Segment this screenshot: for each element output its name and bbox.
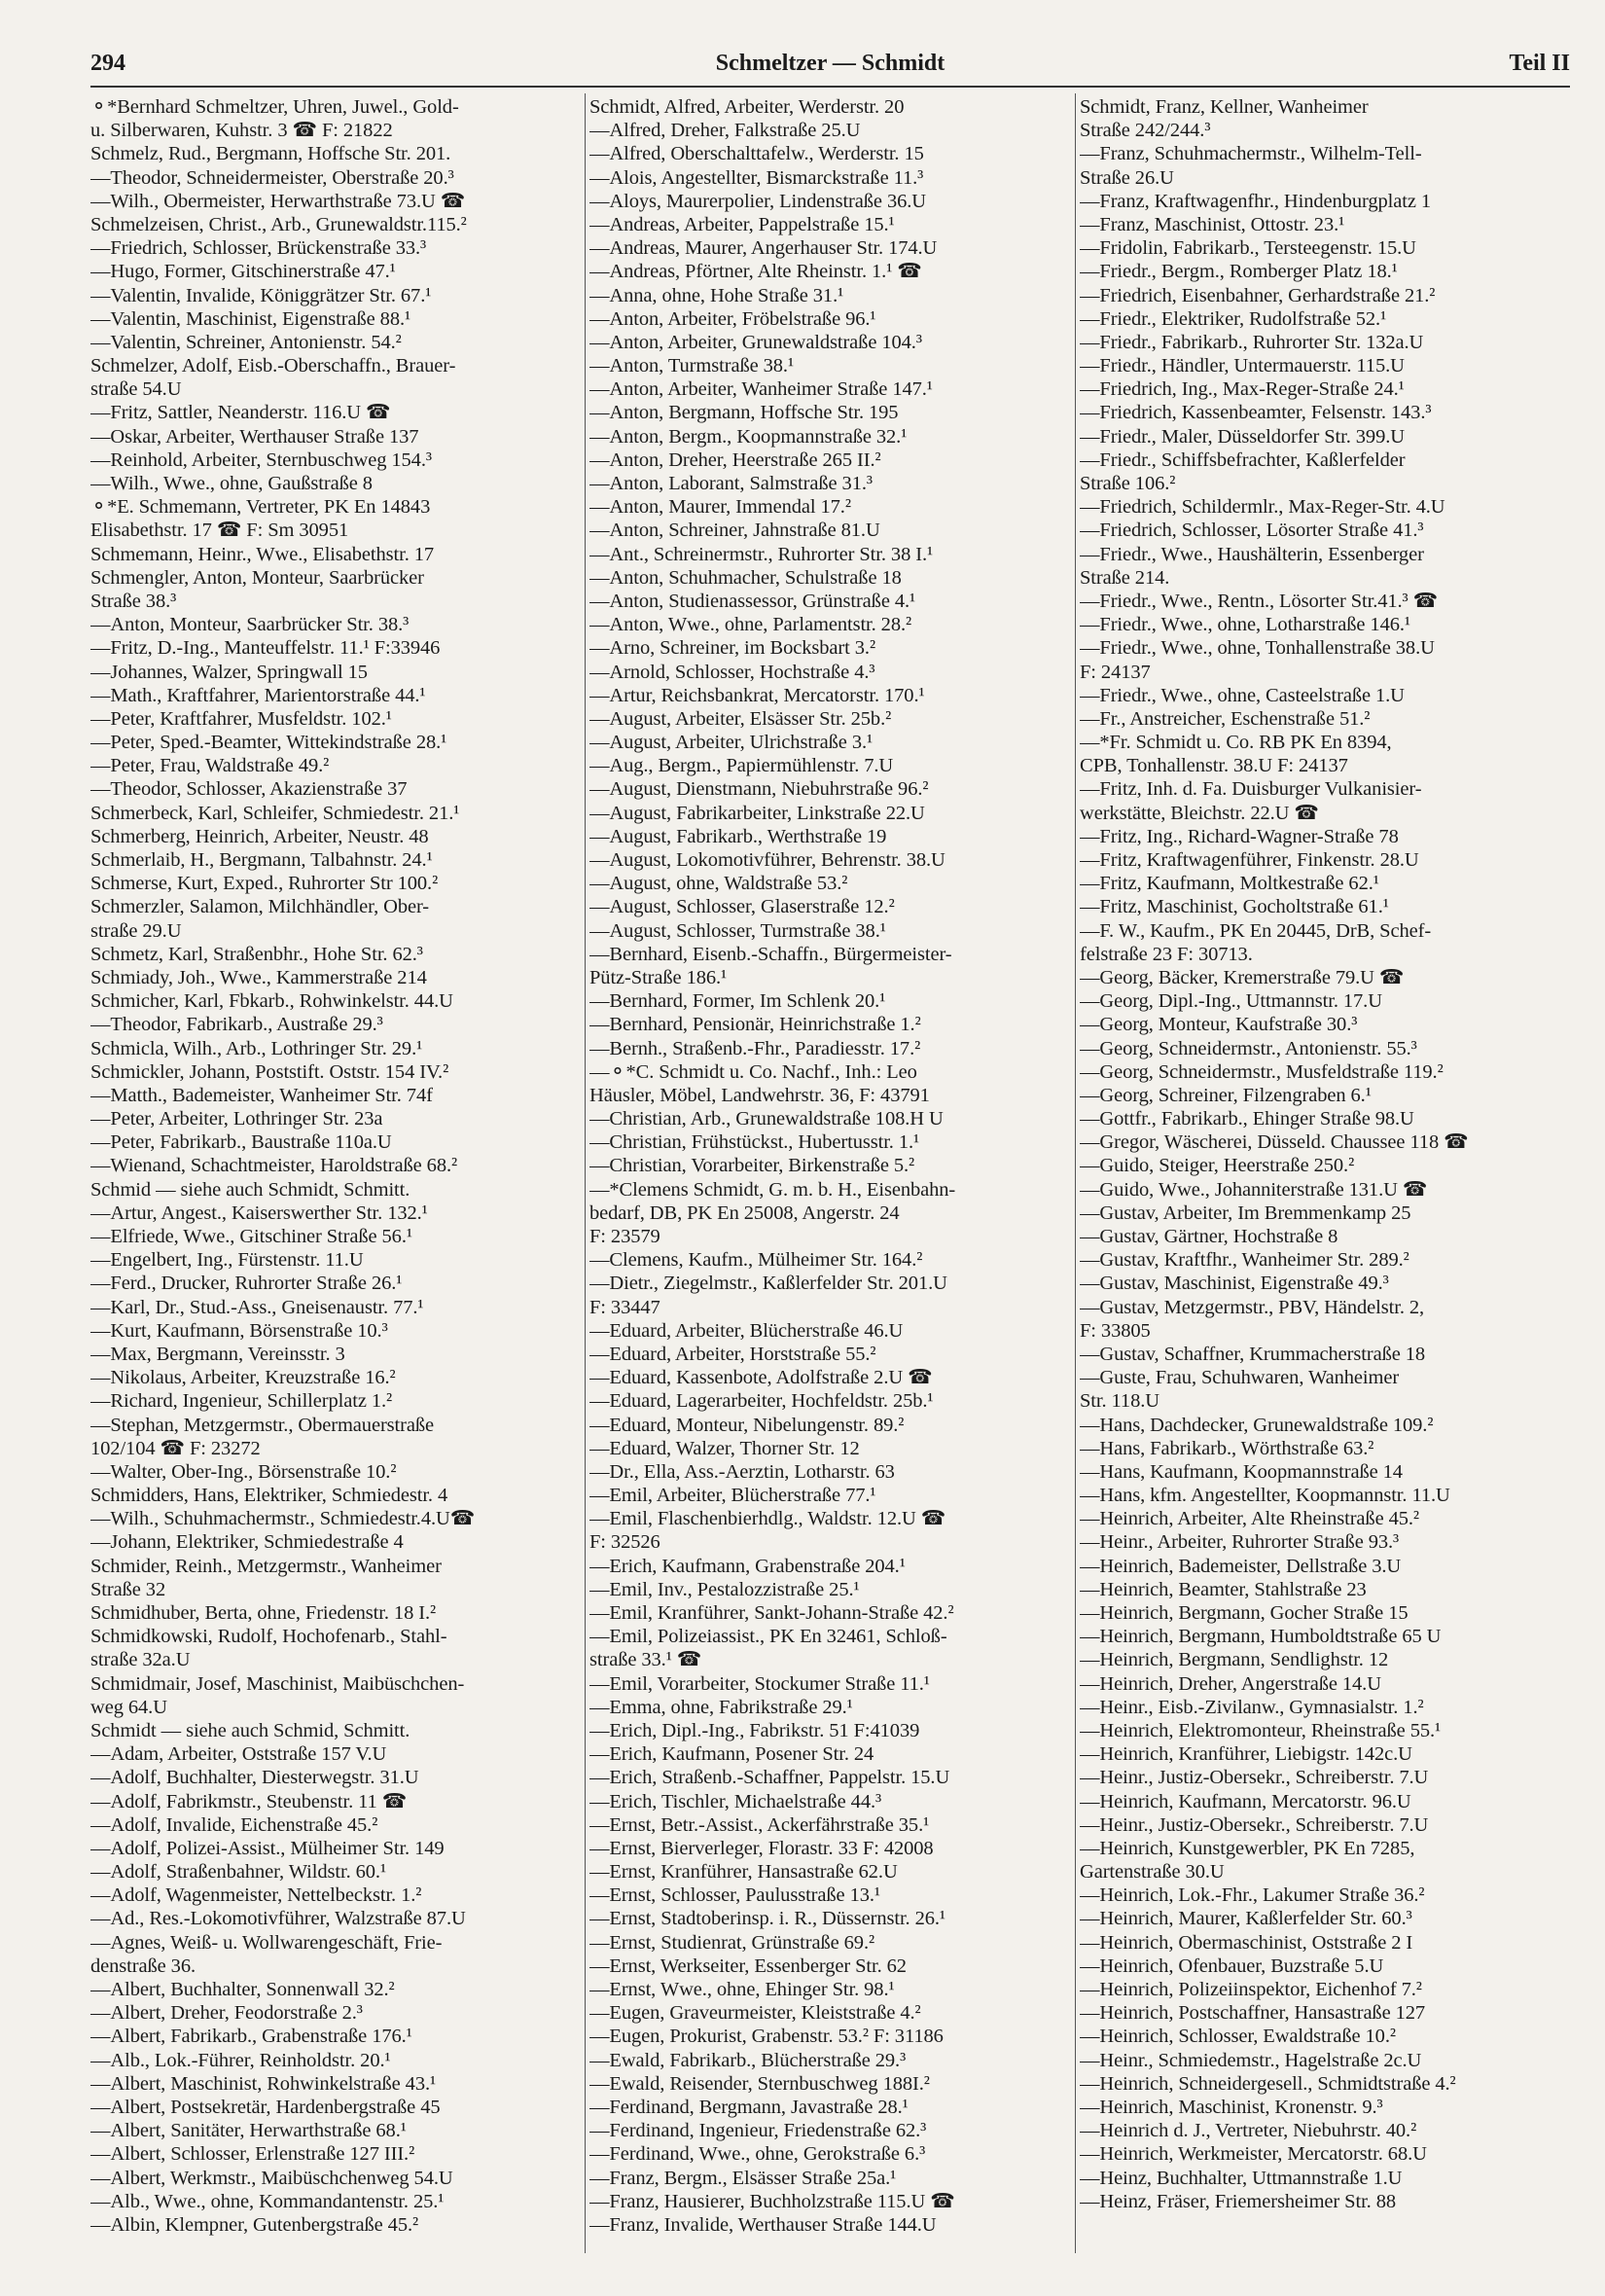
directory-entry-line: Straße 106.² bbox=[1080, 473, 1176, 494]
directory-entry-line: Schmerzler, Salamon, Milchhändler, Ober- bbox=[90, 896, 430, 918]
directory-entry-line: Straße 242/244.³ bbox=[1080, 120, 1211, 142]
directory-entry-line: F: 23579 bbox=[589, 1226, 660, 1247]
directory-entry-line: bedarf, DB, PK En 25008, Angerstr. 24 bbox=[589, 1202, 900, 1224]
directory-entry-line: —Eduard, Arbeiter, Horststraße 55.² bbox=[589, 1343, 876, 1365]
directory-entry-line: —Eduard, Arbeiter, Blücherstraße 46.U bbox=[589, 1319, 904, 1342]
directory-entry-line: —Max, Bergmann, Vereinsstr. 3 bbox=[90, 1343, 345, 1365]
directory-entry-line: Schmidt, Franz, Kellner, Wanheimer bbox=[1080, 96, 1369, 118]
directory-entry-line: CPB, Tonhallenstr. 38.U F: 24137 bbox=[1080, 755, 1348, 777]
directory-entry-line: —Heinrich, Schneidergesell., Schmidtstraße 4.² bbox=[1080, 2072, 1456, 2095]
directory-entry-line: —Heinrich, Werkmeister, Mercatorstr. 68.U bbox=[1080, 2143, 1427, 2166]
directory-entry-line: —Ewald, Fabrikarb., Blücherstraße 29.³ bbox=[589, 2049, 907, 2071]
directory-column-1 bbox=[90, 95, 582, 2237]
directory-entry-line: —August, Arbeiter, Ulrichstraße 3.¹ bbox=[589, 732, 874, 754]
directory-entry-line: —Emil, Flaschenbierhdlg., Waldstr. 12.U ☎ bbox=[589, 1508, 946, 1530]
directory-entry-line: Straße 214. bbox=[1080, 566, 1170, 589]
directory-entry-line: —Eduard, Walzer, Thorner Str. 12 bbox=[589, 1437, 860, 1459]
directory-entry-line: —Franz, Schuhmachermstr., Wilhelm-Tell- bbox=[1080, 143, 1422, 165]
directory-entry-line: Häusler, Möbel, Landwehrstr. 36, F: 43791 bbox=[589, 1084, 930, 1106]
directory-entry-line: —Peter, Frau, Waldstraße 49.² bbox=[90, 755, 330, 777]
directory-entry-line: Schmelzeisen, Christ., Arb., Grunewaldstr.115.² bbox=[90, 213, 467, 235]
page-number: 294 bbox=[90, 51, 125, 76]
directory-entry-line: —Peter, Sped.-Beamter, Wittekindstraße 28.¹ bbox=[90, 732, 447, 754]
directory-entry-line: —Friedrich, Ing., Max-Reger-Straße 24.¹ bbox=[1080, 378, 1405, 401]
directory-entry-line: —Friedr., Wwe., ohne, Tonhallenstraße 38.U bbox=[1080, 637, 1435, 660]
directory-entry-line: F: 33805 bbox=[1080, 1319, 1151, 1342]
directory-entry-line: —Heinrich, Beamter, Stahlstraße 23 bbox=[1080, 1578, 1367, 1600]
directory-entry-line: —Anton, Monteur, Saarbrücker Str. 38.³ bbox=[90, 614, 410, 636]
directory-entry-line: —Albert, Buchhalter, Sonnenwall 32.² bbox=[90, 1979, 395, 2000]
directory-entry-line: —Heinrich, Schlosser, Ewaldstraße 10.² bbox=[1080, 2026, 1396, 2048]
directory-entry-line: —Theodor, Schneidermeister, Oberstraße 20.³ bbox=[90, 166, 454, 189]
directory-entry-line: —Friedr., Fabrikarb., Ruhrorter Str. 132a.U bbox=[1080, 331, 1424, 353]
directory-entry-line: Schmiady, Joh., Wwe., Kammerstraße 214 bbox=[90, 966, 427, 988]
directory-entry-line: —Friedrich, Kassenbeamter, Felsenstr. 143.³ bbox=[1080, 402, 1432, 424]
directory-entry-line: —Kurt, Kaufmann, Börsenstraße 10.³ bbox=[90, 1319, 388, 1342]
page-header bbox=[90, 51, 1570, 84]
directory-entry-line: —Friedr., Wwe., ohne, Casteelstraße 1.U bbox=[1080, 684, 1405, 706]
directory-entry-line: werkstätte, Bleichstr. 22.U ☎ bbox=[1080, 802, 1319, 824]
header-rule bbox=[90, 86, 1570, 88]
directory-entry-line: —Ad., Res.-Lokomotivführer, Walzstraße 87.U bbox=[90, 1908, 466, 1930]
directory-entry-line: —Wilh., Wwe., ohne, Gaußstraße 8 bbox=[90, 473, 373, 494]
directory-entry-line: —Clemens, Kaufm., Mülheimer Str. 164.² bbox=[589, 1249, 923, 1272]
directory-entry-line: —Eduard, Kassenbote, Adolfstraße 2.U ☎ bbox=[589, 1367, 933, 1389]
directory-entry-line: —Karl, Dr., Stud.-Ass., Gneisenaustr. 77.¹ bbox=[90, 1296, 424, 1318]
directory-entry-line: —Ernst, Kranführer, Hansastraße 62.U bbox=[589, 1861, 898, 1883]
directory-entry-line: —Emil, Vorarbeiter, Stockumer Straße 11.¹ bbox=[589, 1672, 930, 1695]
directory-entry-line: —Franz, Kraftwagenfhr., Hindenburgplatz 1 bbox=[1080, 190, 1431, 212]
directory-entry-line: —Ernst, Werkseiter, Essenberger Str. 62 bbox=[589, 1955, 907, 1977]
directory-entry-line: —Franz, Bergm., Elsässer Straße 25a.¹ bbox=[589, 2167, 897, 2189]
directory-entry-line: —Georg, Monteur, Kaufstraße 30.³ bbox=[1080, 1014, 1358, 1036]
directory-entry-line: —Albert, Werkmstr., Maibüschchenweg 54.U bbox=[90, 2167, 453, 2189]
directory-entry-line: —Friedrich, Eisenbahner, Gerhardstraße 21.² bbox=[1080, 284, 1436, 306]
directory-entry-line: F: 24137 bbox=[1080, 661, 1151, 683]
directory-entry-line: —Dr., Ella, Ass.-Aerztin, Lotharstr. 63 bbox=[589, 1460, 895, 1483]
directory-entry-line: —Walter, Ober-Ing., Börsenstraße 10.² bbox=[90, 1460, 397, 1483]
directory-entry-line: —Heinrich, Maschinist, Kronenstr. 9.³ bbox=[1080, 2096, 1383, 2118]
directory-entry-line: —Oskar, Arbeiter, Werthauser Straße 137 bbox=[90, 425, 419, 448]
directory-entry-line: —Friedr., Wwe., ohne, Lotharstraße 146.¹ bbox=[1080, 614, 1410, 636]
directory-entry-line: —Andreas, Pförtner, Alte Rheinstr. 1.¹ ☎ bbox=[589, 261, 922, 283]
directory-entry-line: —Erich, Straßenb.-Schaffner, Pappelstr. 15.U bbox=[589, 1767, 950, 1789]
directory-entry-line: —Wilh., Obermeister, Herwarthstraße 73.U ☎ bbox=[90, 190, 466, 212]
directory-entry-line: —Ferdinand, Bergmann, Javastraße 28.¹ bbox=[589, 2096, 909, 2118]
directory-entry-line: —Anton, Bergm., Koopmannstraße 32.¹ bbox=[589, 425, 908, 448]
part-label: Teil II bbox=[1509, 51, 1570, 76]
directory-entry-line: —Albert, Postsekretär, Hardenbergstraße 45 bbox=[90, 2096, 441, 2118]
directory-entry-line: straße 32a.U bbox=[90, 1649, 191, 1671]
directory-entry-line: —Nikolaus, Arbeiter, Kreuzstraße 16.² bbox=[90, 1367, 396, 1389]
directory-entry-line: —Hans, Kaufmann, Koopmannstraße 14 bbox=[1080, 1460, 1403, 1483]
directory-entry-line: —Gustav, Kraftfhr., Wanheimer Str. 289.² bbox=[1080, 1249, 1409, 1272]
directory-entry-line: Schmidders, Hans, Elektriker, Schmiedestr. 4 bbox=[90, 1485, 448, 1507]
directory-entry-line: —Gottfr., Fabrikarb., Ehinger Straße 98.U bbox=[1080, 1108, 1414, 1130]
directory-entry-line: Straße 38.³ bbox=[90, 590, 177, 612]
directory-entry-line: —Andreas, Arbeiter, Pappelstraße 15.¹ bbox=[589, 213, 895, 235]
directory-entry-line: —Albert, Sanitäter, Herwarthstraße 68.¹ bbox=[90, 2120, 407, 2142]
directory-entry-line: Schmider, Reinh., Metzgermstr., Wanheimer bbox=[90, 1555, 442, 1577]
directory-entry-line: —Heinz, Buchhalter, Uttmannstraße 1.U bbox=[1080, 2167, 1403, 2189]
directory-entry-line: —Elfriede, Wwe., Gitschiner Straße 56.¹ bbox=[90, 1226, 412, 1247]
directory-entry-line: —Ernst, Bierverleger, Florastr. 33 F: 42008 bbox=[589, 1837, 934, 1859]
directory-entry-line: —Anton, Turmstraße 38.¹ bbox=[589, 355, 794, 377]
directory-entry-line: —August, Schlosser, Turmstraße 38.¹ bbox=[589, 919, 886, 942]
directory-entry-line: —Heinrich, Postschaffner, Hansastraße 127 bbox=[1080, 2002, 1426, 2025]
directory-entry-line: —Adolf, Straßenbahner, Wildstr. 60.¹ bbox=[90, 1861, 386, 1883]
directory-entry-line: —Adolf, Polizei-Assist., Mülheimer Str. 149 bbox=[90, 1837, 445, 1859]
directory-entry-line: —Hugo, Former, Gitschinerstraße 47.¹ bbox=[90, 261, 396, 283]
directory-entry-line: F: 32526 bbox=[589, 1531, 660, 1554]
directory-entry-line: —Heinrich, Ofenbauer, Buzstraße 5.U bbox=[1080, 1955, 1384, 1977]
directory-entry-line: —Engelbert, Ing., Fürstenstr. 11.U bbox=[90, 1249, 364, 1272]
directory-entry-line: —Heinrich, Kunstgewerbler, PK En 7285, bbox=[1080, 1837, 1415, 1859]
directory-entry-line: —Adolf, Wagenmeister, Nettelbeckstr. 1.² bbox=[90, 1884, 422, 1907]
directory-entry-line: —Ferdinand, Ingenieur, Friedenstraße 62.³ bbox=[589, 2120, 927, 2142]
directory-entry-line: Pütz-Straße 186.¹ bbox=[589, 966, 728, 988]
directory-entry-line: —Wilh., Schuhmachermstr., Schmiedestr.4.U☎ bbox=[90, 1508, 476, 1530]
directory-entry-line: —Aloys, Maurerpolier, Lindenstraße 36.U bbox=[589, 190, 926, 212]
directory-entry-line: —Anton, Bergmann, Hoffsche Str. 195 bbox=[589, 402, 899, 424]
directory-entry-line: —Franz, Maschinist, Ottostr. 23.¹ bbox=[1080, 213, 1345, 235]
directory-entry-line: —Heinrich, Dreher, Angerstraße 14.U bbox=[1080, 1672, 1381, 1695]
directory-entry-line: —Albin, Klempner, Gutenbergstraße 45.² bbox=[90, 2213, 419, 2236]
directory-entry-line: —Adolf, Buchhalter, Diesterwegstr. 31.U bbox=[90, 1767, 419, 1789]
directory-entry-line: —Georg, Dipl.-Ing., Uttmannstr. 17.U bbox=[1080, 990, 1382, 1013]
directory-entry-line: —Friedrich, Schildermlr., Max-Reger-Str. 4.U bbox=[1080, 496, 1445, 519]
directory-entry-line: felstraße 23 F: 30713. bbox=[1080, 943, 1253, 965]
directory-entry-line: —Alb., Wwe., ohne, Kommandantenstr. 25.¹ bbox=[90, 2190, 445, 2212]
directory-entry-line: —Anton, Dreher, Heerstraße 265 II.² bbox=[589, 448, 881, 471]
directory-entry-line: —Albert, Fabrikarb., Grabenstraße 176.¹ bbox=[90, 2026, 412, 2048]
directory-entry-line: —Bernhard, Eisenb.-Schaffn., Bürgermeister- bbox=[589, 943, 952, 965]
directory-entry-line: —Christian, Vorarbeiter, Birkenstraße 5.² bbox=[589, 1155, 915, 1177]
directory-entry-line: —August, Fabrikarb., Werthstraße 19 bbox=[589, 825, 887, 847]
directory-entry-line: —Alfred, Dreher, Falkstraße 25.U bbox=[589, 120, 861, 142]
directory-entry-line: —Andreas, Maurer, Angerhauser Str. 174.U bbox=[589, 237, 938, 260]
directory-entry-line: —Heinrich, Lok.-Fhr., Lakumer Straße 36.² bbox=[1080, 1884, 1425, 1907]
directory-entry-line: —Heinr., Eisb.-Zivilanw., Gymnasialstr. 1.² bbox=[1080, 1696, 1424, 1718]
directory-entry-line: —Gustav, Maschinist, Eigenstraße 49.³ bbox=[1080, 1273, 1389, 1295]
directory-entry-line: —Dietr., Ziegelmstr., Kaßlerfelder Str. 201.U bbox=[589, 1273, 947, 1295]
directory-entry-line: —Franz, Hausierer, Buchholzstraße 115.U ☎ bbox=[589, 2190, 955, 2212]
directory-entry-line: Schmetz, Karl, Straßenbhr., Hohe Str. 62.³ bbox=[90, 943, 423, 965]
directory-entry-line: Schmemann, Heinr., Wwe., Elisabethstr. 17 bbox=[90, 543, 435, 565]
column-divider bbox=[585, 93, 586, 2253]
directory-entry-line: —Eugen, Prokurist, Grabenstr. 53.² F: 31186 bbox=[589, 2026, 944, 2048]
directory-entry-line: —Alois, Angestellter, Bismarckstraße 11.³ bbox=[589, 166, 924, 189]
directory-entry-line: —Friedr., Wwe., Rentn., Lösorter Str.41.³ ☎ bbox=[1080, 590, 1439, 612]
directory-entry-line: —Matth., Bademeister, Wanheimer Str. 74f bbox=[90, 1084, 433, 1106]
directory-entry-line: —Albert, Dreher, Feodorstraße 2.³ bbox=[90, 2002, 363, 2025]
directory-entry-line: —Math., Kraftfahrer, Marientorstraße 44.¹ bbox=[90, 684, 426, 706]
directory-column-3 bbox=[1080, 95, 1571, 2213]
directory-entry-line: —Hans, kfm. Angestellter, Koopmannstr. 11.U bbox=[1080, 1485, 1450, 1507]
directory-entry-line: —Fr., Anstreicher, Eschenstraße 51.² bbox=[1080, 707, 1371, 730]
directory-entry-line: —Ernst, Wwe., ohne, Ehinger Str. 98.¹ bbox=[589, 1979, 895, 2000]
directory-entry-line: —Albert, Maschinist, Rohwinkelstraße 43.¹ bbox=[90, 2072, 437, 2095]
directory-entry-line: —Gregor, Wäscherei, Düsseld. Chaussee 118 ☎ bbox=[1080, 1131, 1469, 1154]
directory-entry-line: —*Clemens Schmidt, G. m. b. H., Eisenbahn- bbox=[589, 1178, 956, 1201]
directory-entry-line: Elisabethstr. 17 ☎ F: Sm 30951 bbox=[90, 520, 349, 542]
directory-entry-line: straße 29.U bbox=[90, 919, 182, 942]
directory-entry-line: —Georg, Schreiner, Filzengraben 6.¹ bbox=[1080, 1084, 1372, 1106]
directory-entry-line: Schmidmair, Josef, Maschinist, Maibüschchen- bbox=[90, 1672, 465, 1695]
directory-entry-line: —Friedr., Wwe., Haushälterin, Essenberger bbox=[1080, 543, 1424, 565]
directory-entry-line: —Hans, Fabrikarb., Wörthstraße 63.² bbox=[1080, 1437, 1374, 1459]
directory-entry-line: Schmid — siehe auch Schmidt, Schmitt. bbox=[90, 1178, 410, 1201]
directory-entry-line: u. Silberwaren, Kuhstr. 3 ☎ F: 21822 bbox=[90, 120, 393, 142]
directory-entry-line: —Fridolin, Fabrikarb., Tersteegenstr. 15.U bbox=[1080, 237, 1416, 260]
directory-entry-line: —Heinrich, Bergmann, Humboldtstraße 65 U bbox=[1080, 1626, 1442, 1648]
directory-entry-line: —Bernh., Straßenb.-Fhr., Paradiesstr. 17.² bbox=[589, 1037, 921, 1059]
directory-entry-line: —Ernst, Schlosser, Paulusstraße 13.¹ bbox=[589, 1884, 880, 1907]
directory-entry-line: —Georg, Schneidermstr., Antonienstr. 55.³ bbox=[1080, 1037, 1417, 1059]
directory-entry-line: —Anton, Studienassessor, Grünstraße 4.¹ bbox=[589, 590, 916, 612]
directory-entry-line: —Heinr., Justiz-Obersekr., Schreiberstr. 7.U bbox=[1080, 1813, 1429, 1836]
directory-entry-line: Schmerlaib, H., Bergmann, Talbahnstr. 24.¹ bbox=[90, 849, 433, 871]
directory-entry-line: —Gustav, Metzgermstr., PBV, Händelstr. 2, bbox=[1080, 1296, 1425, 1318]
directory-entry-line: —Friedrich, Schlosser, Lösorter Straße 41.³ bbox=[1080, 520, 1424, 542]
directory-entry-line: —Adolf, Fabrikmstr., Steubenstr. 11 ☎ bbox=[90, 1790, 408, 1812]
directory-entry-line: —Ewald, Reisender, Sternbuschweg 188I.² bbox=[589, 2072, 930, 2095]
directory-entry-line: —Heinrich d. J., Vertreter, Niebuhrstr. 40.² bbox=[1080, 2120, 1417, 2142]
directory-entry-line: —Anna, ohne, Hohe Straße 31.¹ bbox=[589, 284, 844, 306]
directory-entry-line: Schmelz, Rud., Bergmann, Hoffsche Str. 201. bbox=[90, 143, 451, 165]
directory-entry-line: —Eduard, Monteur, Nibelungenstr. 89.² bbox=[589, 1414, 905, 1436]
directory-entry-line: —Heinrich, Kranführer, Liebigstr. 142c.U bbox=[1080, 1743, 1412, 1766]
directory-entry-line: ⚬*E. Schmemann, Vertreter, PK En 14843 bbox=[90, 496, 431, 519]
directory-entry-line: straße 33.¹ ☎ bbox=[589, 1649, 702, 1671]
directory-entry-line: denstraße 36. bbox=[90, 1955, 196, 1977]
directory-entry-line: —August, Lokomotivführer, Behrenstr. 38.U bbox=[589, 849, 945, 871]
directory-entry-line: —Friedrich, Schlosser, Brückenstraße 33.³ bbox=[90, 237, 427, 260]
directory-entry-line: —Heinrich, Bergmann, Sendlighstr. 12 bbox=[1080, 1649, 1389, 1671]
directory-entry-line: —Albert, Schlosser, Erlenstraße 127 III.² bbox=[90, 2143, 415, 2166]
directory-entry-line: —Arno, Schreiner, im Bocksbart 3.² bbox=[589, 637, 875, 660]
directory-entry-line: Gartenstraße 30.U bbox=[1080, 1861, 1225, 1883]
directory-entry-line: —Erich, Dipl.-Ing., Fabrikstr. 51 F:41039 bbox=[589, 1719, 920, 1741]
directory-entry-line: —Agnes, Weiß- u. Wollwarengeschäft, Frie- bbox=[90, 1931, 443, 1954]
directory-entry-line: —Heinrich, Polizeiinspektor, Eichenhof 7.² bbox=[1080, 1979, 1422, 2000]
directory-entry-line: —Theodor, Schlosser, Akazienstraße 37 bbox=[90, 778, 408, 801]
directory-entry-line: —Bernhard, Pensionär, Heinrichstraße 1.² bbox=[589, 1014, 921, 1036]
directory-entry-line: —Gustav, Gärtner, Hochstraße 8 bbox=[1080, 1226, 1338, 1247]
running-title: Schmeltzer — Schmidt bbox=[715, 51, 945, 76]
directory-entry-line: —Alb., Lok.-Führer, Reinholdstr. 20.¹ bbox=[90, 2049, 391, 2071]
directory-entry-line: —Fritz, Inh. d. Fa. Duisburger Vulkanisier- bbox=[1080, 778, 1422, 801]
directory-entry-line: —Valentin, Invalide, Königgrätzer Str. 67.¹ bbox=[90, 284, 432, 306]
directory-entry-line: —Heinz, Fräser, Friemersheimer Str. 88 bbox=[1080, 2190, 1397, 2212]
directory-entry-line: —Ernst, Stadtoberinsp. i. R., Düssernstr. 26.¹ bbox=[589, 1908, 945, 1930]
directory-entry-line: Schmickler, Johann, Poststift. Oststr. 154 IV.² bbox=[90, 1060, 449, 1083]
directory-entry-line: Schmidt, Alfred, Arbeiter, Werderstr. 20 bbox=[589, 96, 905, 118]
directory-entry-line: —Anton, Laborant, Salmstraße 31.³ bbox=[589, 473, 873, 494]
directory-entry-line: —Richard, Ingenieur, Schillerplatz 1.² bbox=[90, 1390, 393, 1413]
directory-entry-line: —Heinrich, Bergmann, Gocher Straße 15 bbox=[1080, 1602, 1409, 1624]
directory-entry-line: —Alfred, Oberschalttafelw., Werderstr. 15 bbox=[589, 143, 924, 165]
directory-entry-line: —Christian, Frühstückst., Hubertusstr. 1.¹ bbox=[589, 1131, 920, 1154]
directory-entry-line: —Johannes, Walzer, Springwall 15 bbox=[90, 661, 368, 683]
directory-entry-line: —Erich, Kaufmann, Grabenstraße 204.¹ bbox=[589, 1555, 906, 1577]
directory-entry-line: —Ernst, Betr.-Assist., Ackerfährstraße 35.¹ bbox=[589, 1813, 930, 1836]
directory-entry-line: —Anton, Maurer, Immendal 17.² bbox=[589, 496, 851, 519]
directory-entry-line: —Anton, Arbeiter, Fröbelstraße 96.¹ bbox=[589, 307, 876, 330]
directory-entry-line: —Heinrich, Arbeiter, Alte Rheinstraße 45.² bbox=[1080, 1508, 1419, 1530]
directory-entry-line: —Emil, Kranführer, Sankt-Johann-Straße 42.² bbox=[589, 1602, 954, 1624]
directory-entry-line: —Gustav, Arbeiter, Im Bremmenkamp 25 bbox=[1080, 1202, 1411, 1224]
directory-entry-line: Schmicla, Wilh., Arb., Lothringer Str. 29.¹ bbox=[90, 1037, 423, 1059]
directory-entry-line: —August, Fabrikarbeiter, Linkstraße 22.U bbox=[589, 802, 925, 824]
directory-entry-line: —Aug., Bergm., Papiermühlenstr. 7.U bbox=[589, 755, 894, 777]
directory-entry-line: —Emil, Arbeiter, Blücherstraße 77.¹ bbox=[589, 1485, 876, 1507]
directory-entry-line: —Peter, Fabrikarb., Baustraße 110a.U bbox=[90, 1131, 392, 1154]
directory-entry-line: —Guido, Wwe., Johanniterstraße 131.U ☎ bbox=[1080, 1178, 1428, 1201]
directory-entry-line: —Ernst, Studienrat, Grünstraße 69.² bbox=[589, 1931, 875, 1954]
directory-entry-line: —Bernhard, Former, Im Schlenk 20.¹ bbox=[589, 990, 886, 1013]
directory-entry-line: —Fritz, Sattler, Neanderstr. 116.U ☎ bbox=[90, 402, 391, 424]
directory-entry-line: —Anton, Arbeiter, Grunewaldstraße 104.³ bbox=[589, 331, 922, 353]
directory-entry-line: —Fritz, D.-Ing., Manteuffelstr. 11.¹ F:33946 bbox=[90, 637, 441, 660]
directory-entry-line: Schmerse, Kurt, Exped., Ruhrorter Str 100.² bbox=[90, 873, 439, 895]
directory-entry-line: Straße 26.U bbox=[1080, 166, 1174, 189]
directory-entry-line: —Friedr., Schiffsbefrachter, Kaßlerfelder bbox=[1080, 448, 1406, 471]
directory-entry-line: —Hans, Dachdecker, Grunewaldstraße 109.² bbox=[1080, 1414, 1434, 1436]
directory-entry-line: Schmerberg, Heinrich, Arbeiter, Neustr. 48 bbox=[90, 825, 429, 847]
directory-entry-line: —Gustav, Schaffner, Krummacherstraße 18 bbox=[1080, 1343, 1426, 1365]
directory-entry-line: —Ferdinand, Wwe., ohne, Gerokstraße 6.³ bbox=[589, 2143, 926, 2166]
directory-entry-line: —Heinrich, Elektromonteur, Rheinstraße 55.¹ bbox=[1080, 1719, 1442, 1741]
directory-entry-line: —Friedr., Bergm., Romberger Platz 18.¹ bbox=[1080, 261, 1398, 283]
directory-entry-line: —Reinhold, Arbeiter, Sternbuschweg 154.³ bbox=[90, 448, 432, 471]
directory-entry-line: Schmidkowski, Rudolf, Hochofenarb., Stahl- bbox=[90, 1626, 447, 1648]
directory-entry-line: —Adolf, Invalide, Eichenstraße 45.² bbox=[90, 1813, 378, 1836]
directory-entry-line: —Stephan, Metzgermstr., Obermauerstraße bbox=[90, 1414, 435, 1436]
directory-entry-line: —Guido, Steiger, Heerstraße 250.² bbox=[1080, 1155, 1355, 1177]
directory-entry-line: —Ferd., Drucker, Ruhrorter Straße 26.¹ bbox=[90, 1273, 403, 1295]
directory-entry-line: —Theodor, Fabrikarb., Austraße 29.³ bbox=[90, 1014, 383, 1036]
directory-entry-line: —Heinr., Arbeiter, Ruhrorter Straße 93.³ bbox=[1080, 1531, 1400, 1554]
directory-entry-line: —⚬*C. Schmidt u. Co. Nachf., Inh.: Leo bbox=[589, 1060, 917, 1083]
directory-entry-line: —Heinrich, Bademeister, Dellstraße 3.U bbox=[1080, 1555, 1402, 1577]
directory-entry-line: —Anton, Schuhmacher, Schulstraße 18 bbox=[589, 566, 902, 589]
directory-entry-line: —Anton, Schreiner, Jahnstraße 81.U bbox=[589, 520, 880, 542]
directory-entry-line: —Georg, Bäcker, Kremerstraße 79.U ☎ bbox=[1080, 966, 1405, 988]
directory-entry-line: —Heinrich, Obermaschinist, Oststraße 2 I bbox=[1080, 1931, 1413, 1954]
directory-entry-line: —Anton, Wwe., ohne, Parlamentstr. 28.² bbox=[589, 614, 912, 636]
directory-entry-line: 102/104 ☎ F: 23272 bbox=[90, 1437, 261, 1459]
directory-entry-line: —Erich, Kaufmann, Posener Str. 24 bbox=[589, 1743, 874, 1766]
directory-entry-line: —Georg, Schneidermstr., Musfeldstraße 119.² bbox=[1080, 1060, 1444, 1083]
directory-entry-line: —Emil, Inv., Pestalozzistraße 25.¹ bbox=[589, 1578, 860, 1600]
directory-entry-line: —August, ohne, Waldstraße 53.² bbox=[589, 873, 848, 895]
directory-entry-line: —F. W., Kaufm., PK En 20445, DrB, Schef- bbox=[1080, 919, 1432, 942]
directory-entry-line: —Franz, Invalide, Werthauser Straße 144.U bbox=[589, 2213, 937, 2236]
directory-entry-line: —Heinr., Justiz-Obersekr., Schreiberstr. 7.U bbox=[1080, 1767, 1429, 1789]
directory-entry-line: —Valentin, Schreiner, Antonienstr. 54.² bbox=[90, 331, 402, 353]
directory-entry-line: —Fritz, Ing., Richard-Wagner-Straße 78 bbox=[1080, 825, 1399, 847]
directory-entry-line: —Fritz, Maschinist, Gocholtstraße 61.¹ bbox=[1080, 896, 1389, 918]
directory-entry-line: —Artur, Angest., Kaiserswerther Str. 132.¹ bbox=[90, 1202, 428, 1224]
directory-entry-line: weg 64.U bbox=[90, 1696, 167, 1718]
directory-column-2 bbox=[589, 95, 1081, 2237]
directory-entry-line: —Emma, ohne, Fabrikstraße 29.¹ bbox=[589, 1696, 853, 1718]
directory-entry-line: Straße 32 bbox=[90, 1578, 166, 1600]
directory-entry-line: —Adam, Arbeiter, Oststraße 157 V.U bbox=[90, 1743, 387, 1766]
directory-entry-line: —Emil, Polizeiassist., PK En 32461, Schloß- bbox=[589, 1626, 947, 1648]
directory-entry-line: Schmerbeck, Karl, Schleifer, Schmiedestr. 21.¹ bbox=[90, 802, 460, 824]
directory-entry-line: —Ant., Schreinermstr., Ruhrorter Str. 38 I.¹ bbox=[589, 543, 934, 565]
directory-entry-line: Str. 118.U bbox=[1080, 1390, 1159, 1413]
directory-entry-line: —Heinrich, Kaufmann, Mercatorstr. 96.U bbox=[1080, 1790, 1411, 1812]
directory-entry-line: —Arnold, Schlosser, Hochstraße 4.³ bbox=[589, 661, 875, 683]
directory-entry-line: straße 54.U bbox=[90, 378, 182, 401]
directory-entry-line: —Heinr., Schmiedemstr., Hagelstraße 2c.U bbox=[1080, 2049, 1422, 2071]
directory-entry-line: —Valentin, Maschinist, Eigenstraße 88.¹ bbox=[90, 307, 411, 330]
directory-entry-line: —Friedr., Händler, Untermauerstr. 115.U bbox=[1080, 355, 1405, 377]
directory-entry-line: —Artur, Reichsbankrat, Mercatorstr. 170.¹ bbox=[589, 684, 925, 706]
directory-entry-line: —Eugen, Graveurmeister, Kleiststraße 4.² bbox=[589, 2002, 921, 2025]
directory-entry-line: —Fritz, Kaufmann, Moltkestraße 62.¹ bbox=[1080, 873, 1379, 895]
directory-entry-line: —Johann, Elektriker, Schmiedestraße 4 bbox=[90, 1531, 404, 1554]
directory-entry-line: —Guste, Frau, Schuhwaren, Wanheimer bbox=[1080, 1367, 1400, 1389]
directory-entry-line: —Peter, Kraftfahrer, Musfeldstr. 102.¹ bbox=[90, 707, 392, 730]
directory-entry-line: —Erich, Tischler, Michaelstraße 44.³ bbox=[589, 1790, 882, 1812]
directory-entry-line: —August, Dienstmann, Niebuhrstraße 96.² bbox=[589, 778, 929, 801]
directory-entry-line: —Eduard, Lagerarbeiter, Hochfeldstr. 25b.¹ bbox=[589, 1390, 934, 1413]
directory-entry-line: —Heinrich, Maurer, Kaßlerfelder Str. 60.³ bbox=[1080, 1908, 1412, 1930]
directory-entry-line: —Friedr., Elektriker, Rudolfstraße 52.¹ bbox=[1080, 307, 1387, 330]
directory-entry-line: —Christian, Arb., Grunewaldstraße 108.H U bbox=[589, 1108, 944, 1130]
directory-entry-line: Schmicher, Karl, Fbkarb., Rohwinkelstr. 44.U bbox=[90, 990, 453, 1013]
directory-entry-line: —Fritz, Kraftwagenführer, Finkenstr. 28.U bbox=[1080, 849, 1419, 871]
directory-entry-line: ⚬*Bernhard Schmeltzer, Uhren, Juwel., Gold- bbox=[90, 96, 459, 118]
directory-entry-line: —August, Arbeiter, Elsässer Str. 25b.² bbox=[589, 707, 892, 730]
directory-entry-line: —Peter, Arbeiter, Lothringer Str. 23a bbox=[90, 1108, 383, 1130]
directory-entry-line: —August, Schlosser, Glaserstraße 12.² bbox=[589, 896, 895, 918]
directory-entry-line: Schmidt — siehe auch Schmid, Schmitt. bbox=[90, 1719, 410, 1741]
directory-entry-line: F: 33447 bbox=[589, 1296, 660, 1318]
directory-entry-line: Schmengler, Anton, Monteur, Saarbrücker bbox=[90, 566, 424, 589]
directory-entry-line: —*Fr. Schmidt u. Co. RB PK En 8394, bbox=[1080, 732, 1392, 754]
directory-entry-line: —Friedr., Maler, Düsseldorfer Str. 399.U bbox=[1080, 425, 1405, 448]
directory-entry-line: —Wienand, Schachtmeister, Haroldstraße 68.² bbox=[90, 1155, 458, 1177]
directory-entry-line: —Anton, Arbeiter, Wanheimer Straße 147.¹ bbox=[589, 378, 933, 401]
directory-entry-line: Schmidhuber, Berta, ohne, Friedenstr. 18 I.² bbox=[90, 1602, 437, 1624]
directory-entry-line: Schmelzer, Adolf, Eisb.-Oberschaffn., Brauer- bbox=[90, 355, 456, 377]
